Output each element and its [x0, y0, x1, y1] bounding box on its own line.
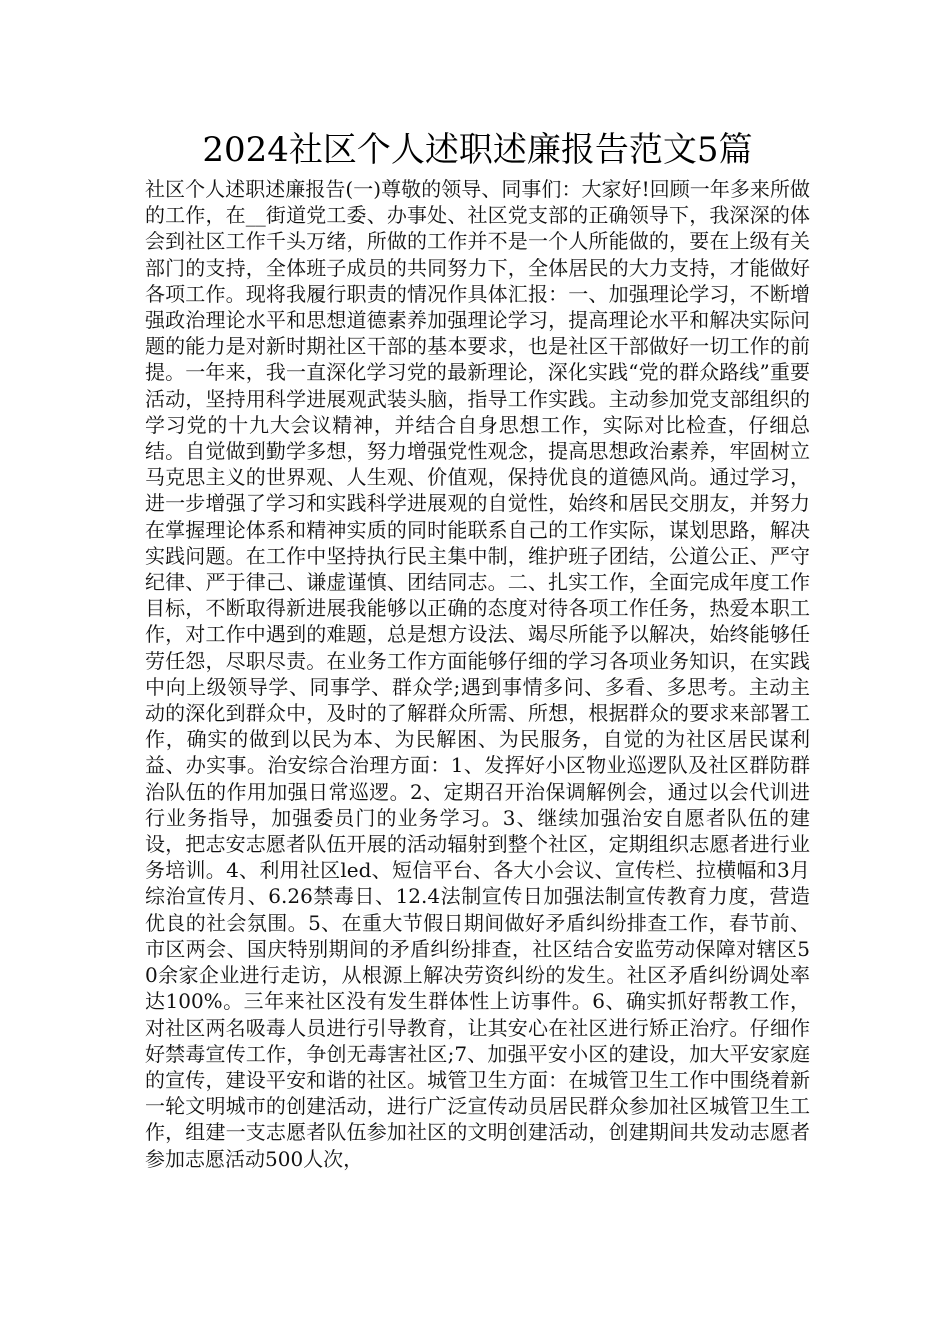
document-title: 2024社区个人述职述廉报告范文5篇	[202, 130, 753, 170]
document-body-text: 社区个人述职述廉报告(一)尊敬的领导、同事们：大家好!回顾一年多来所做的工作，在__街道党工委、办事处、社区党支部的正确领导下，我深深的体会到社区工作千头万绪，所做的工作并不是一个人所能做的，要在上级有关部门的支持，全体班子成员的共同努力下，全体居民的大力支持，才能做好各项工作。现将我履行职责的情况作具体汇报：一、加强理论学习，不断增强政治理论水平和思想道德素养加强理论学习，提高理论水平和解决实际问题的能力是对新时期社区干部的基本要求，也是社区干部做好一切工作的前提。一年来，我一直深化学习党的最新理论，深化实践“党的群众路线”重要活动，坚持用科学进展观武装头脑，指导工作实践。主动参加党支部组织的学习党的十九大会议精神，并结合自身思想工作，实际对比检查，仔细总结。自觉做到勤学多想，努力增强党性观念，提高思想政治素养，牢固树立马克思主义的世界观、人生观、价值观，保持优良的道德风尚。通过学习，进一步增强了学习和实践科学进展观的自觉性，始终和居民交朋友，并努力在掌握理论体系和精神实质的同时能联系自己的工作实际，谋划思路，解决实践问题。在工作中坚持执行民主集中制，维护班子团结，公道公正、严守纪律、严于律己、谦虚谨慎、团结同志。二、扎实工作，全面完成年度工作目标，不断取得新进展我能够以正确的态度对待各项工作任务，热爱本职工作，对工作中遇到的难题，总是想方设法、竭尽所能予以解决，始终能够任劳任怨，尽职尽责。在业务工作方面能够仔细的学习各项业务知识，在实践中向上级领导学、同事学、群众学;遇到事情多问、多看、多思考。主动主动的深化到群众中，及时的了解群众所需、所想，根据群众的要求来部署工作，确实的做到以民为本、为民解困、为民服务，自觉的为社区居民谋利益、办实事。治安综合治理方面：1、发挥好小区物业巡逻队及社区群防群治队伍的作用加强日常巡逻。2、定期召开治保调解例会，通过以会代训进行业务指导，加强委员门的业务学习。3、继续加强治安自愿者队伍的建设，把志安志愿者队伍开展的活动辐射到整个社区，定期组织志愿者进行业务培训。4、利用社区led、短信平台、各大小会议、宣传栏、拉横幅和3月综治宣传月、6.26禁毒日、12.4法制宣传日加强法制宣传教育力度，营造优良的社会氛围。5、在重大节假日期间做好矛盾纠纷排查工作，春节前、市区两会、国庆特别期间的矛盾纠纷排查，社区结合安监劳动保障对辖区50余家企业进行走访，从根源上解决劳资纠纷的发生。社区矛盾纠纷调处率达100%。三年来社区没有发生群体性上访事件。6、确实抓好帮教工作，对社区两名吸毒人员进行引导教育，让其安心在社区进行矫正治疗。仔细作好禁毒宣传工作，争创无毒害社区;7、加强平安小区的建设，加大平安家庭的宣传，建设平安和谐的社区。城管卫生方面：在城管卫生工作中围绕着新一轮文明城市的创建活动，进行广泛宣传动员居民群众参加社区城管卫生工作，组建一支志愿者队伍参加社区的文明创建活动，创建期间共发动志愿者参加志愿活动500人次，	[145, 177, 810, 1171]
document-content	[145, 128, 810, 1172]
